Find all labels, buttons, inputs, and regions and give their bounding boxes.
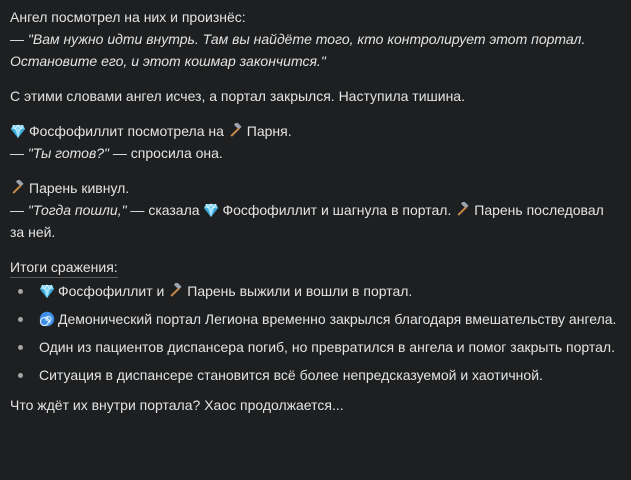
quote-text: "Вам нужно идти внутрь. Там вы найдёте того, кто контролирует этот портал. Остановите его, и этот кошмар закончится."	[10, 31, 586, 69]
summary-list	[10, 280, 621, 386]
paragraph-angel-leaves	[10, 85, 621, 107]
closing-text: Что ждёт их внутри портала? Хаос продолжается...	[10, 397, 344, 413]
narration-text: С этими словами ангел исчез, а портал закрылся. Наступила тишина.	[10, 88, 465, 104]
hammer-icon	[168, 283, 184, 299]
list-item: Фосфофиллит и Парень выжили и вошли в портал.	[10, 280, 621, 302]
paragraph-angel-speech	[10, 6, 621, 72]
paragraph-guy-nods	[10, 177, 621, 243]
gem-icon	[39, 283, 55, 299]
narration-text: Ангел посмотрел на них и произнёс:	[10, 9, 246, 25]
gem-icon	[203, 202, 219, 218]
hammer-icon	[10, 180, 26, 196]
dialogue-line: — "Тогда пошли," — сказала Фосфофиллит и шагнула в портал. Парень последовал за ней.	[10, 202, 604, 240]
quote-text: "Ты готов?"	[27, 145, 110, 161]
battle-summary	[10, 256, 621, 386]
gem-icon	[10, 123, 26, 139]
paragraph-phos-asks	[10, 120, 621, 164]
list-item: Ситуация в диспансере становится всё более непредсказуемой и хаотичной.	[10, 364, 621, 386]
quote-text: "Тогда пошли,"	[27, 202, 127, 218]
hammer-icon	[228, 123, 244, 139]
summary-heading: Итоги сражения:	[10, 257, 118, 278]
dialogue-line: — "Вам нужно идти внутрь. Там вы найдёте того, кто контролирует этот портал. Остановите его, и этот кошмар закончится."	[10, 31, 586, 69]
narration-text: Парень кивнул.	[10, 177, 621, 199]
narration-text: Фосфофиллит посмотрела на Парня.	[10, 120, 621, 142]
dialogue-line: — "Ты готов?" — спросила она.	[10, 145, 223, 161]
hammer-icon	[455, 202, 471, 218]
cyclone-icon	[39, 311, 55, 327]
list-item: Один из пациентов диспансера погиб, но превратился в ангела и помог закрыть портал.	[10, 336, 621, 358]
list-item: Демонический портал Легиона временно закрылся благодаря вмешательству ангела.	[10, 308, 621, 330]
